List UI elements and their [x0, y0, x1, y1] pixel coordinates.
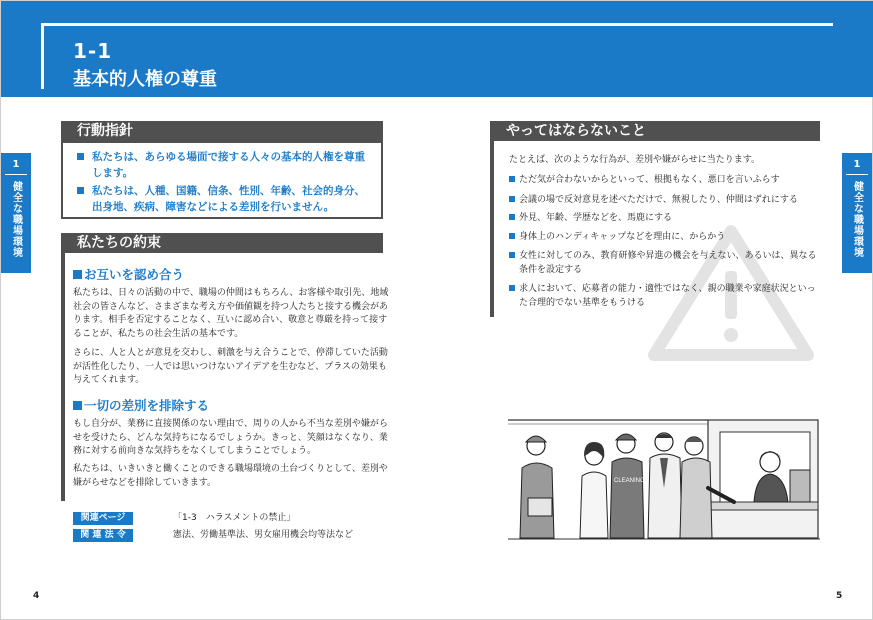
page-title: 基本的人権の尊重: [73, 69, 217, 90]
donts-item: 女性に対してのみ、教育研修や昇進の機会を与えない、あるいは、異なる 条件を設定する: [509, 249, 825, 277]
donts-item: 身体上のハンディキャップなどを理由に、からかう: [509, 230, 825, 244]
square-bullet-icon: [77, 153, 84, 160]
paragraph: 私たちは、いきいきと働くことのできる職場環境の土台づくりとして、差別や 嫌がらせなどを排除していきます。: [73, 464, 388, 488]
donts-intro: たとえば、次のような行為が、差別や嫌がらせに当たります。: [509, 155, 761, 165]
square-bullet-icon: [77, 187, 84, 194]
chapter-tab-right: [842, 153, 872, 273]
section-number: 1-1: [73, 39, 113, 63]
related-law-value: 憲法、労働基準法、男女雇用機会均等法など: [173, 530, 354, 540]
donts-item: ただ気が合わないからといって、根拠もなく、悪口を言いふらす: [509, 173, 825, 187]
square-bullet-icon: [509, 285, 515, 291]
square-bullet-icon: [73, 270, 82, 279]
subheading-mutual-respect: お互いを認め合う: [73, 265, 184, 283]
related-law-label: 関 連 法 令: [73, 529, 133, 542]
square-bullet-icon: [73, 401, 82, 410]
action-item: 私たちは、人種、国籍、信条、性別、年齢、社会的身分、 出身地、疾病、障害などによる差別を行いません。: [77, 183, 373, 215]
page-number-left: 4: [33, 591, 40, 601]
action-box: [61, 141, 383, 219]
paragraph: 私たちは、日々の活動の中で、職場の仲間はもちろん、お客様や取引先、地域 社会の皆さんなど、さまざまな考え方や価値観を持つ人たちと接する機会があ ります。相手を否定することなく、互いに認め合い、敬意と尊厳を持って接す ることが、私たちの社会生活の基本です。: [73, 288, 389, 339]
svg-text:CLEANING: CLEANING: [614, 478, 645, 484]
square-bullet-icon: [509, 252, 515, 258]
square-bullet-icon: [509, 214, 515, 220]
paragraph: もし自分が、業務に直接関係のない理由で、周りの人から不当な差別や嫌がら せを受けたら、どんな気持ちになるでしょうか。きっと、笑顔はなくなり、業 務に対する前向きな気持ちをなくしてしまうことでしょう。: [73, 419, 388, 456]
square-bullet-icon: [509, 176, 515, 182]
office-queue-illustration: [508, 418, 820, 542]
action-item: 私たちは、あらゆる場面で接する人々の基本的人権を尊重 します。: [77, 149, 373, 181]
donts-item: 外見、年齢、学歴などを、馬鹿にする: [509, 211, 825, 225]
donts-item: 求人において、応募者の能力・適性ではなく、親の職業や家庭状況といっ た合理的でない基準をもうける: [509, 282, 825, 310]
donts-frame-line: [490, 121, 494, 317]
chapter-tab-text: 健全な職場環境: [10, 181, 22, 258]
promise-frame-line: [61, 233, 65, 501]
subheading-no-discrimination: 一切の差別を排除する: [73, 396, 209, 414]
square-bullet-icon: [509, 233, 515, 239]
donts-heading: やってはならないこと: [490, 121, 820, 141]
chapter-tab-text: 健全な職場環境: [851, 181, 863, 258]
chapter-tab-left: [1, 153, 31, 273]
related-page-link[interactable]: 「1-3 ハラスメントの禁止」: [173, 513, 296, 523]
donts-item: 会議の場で反対意見を述べただけで、無視したり、仲間はずれにする: [509, 193, 825, 207]
chapter-tab-number: 1: [846, 153, 868, 175]
promise-heading: 私たちの約束: [61, 233, 383, 253]
chapter-tab-number: 1: [5, 153, 27, 175]
action-heading: 行動指針: [61, 121, 383, 141]
page-number-right: 5: [836, 591, 843, 601]
paragraph: さらに、人と人とが意見を交わし、刺激を与え合うことで、停滞していた活動 が活性化したり、一人では思いつけないアイデアを生むなど、プラスの効果も 与えてくれます。: [73, 348, 388, 385]
related-page-label: 関連ページ: [73, 512, 133, 525]
square-bullet-icon: [509, 196, 515, 202]
